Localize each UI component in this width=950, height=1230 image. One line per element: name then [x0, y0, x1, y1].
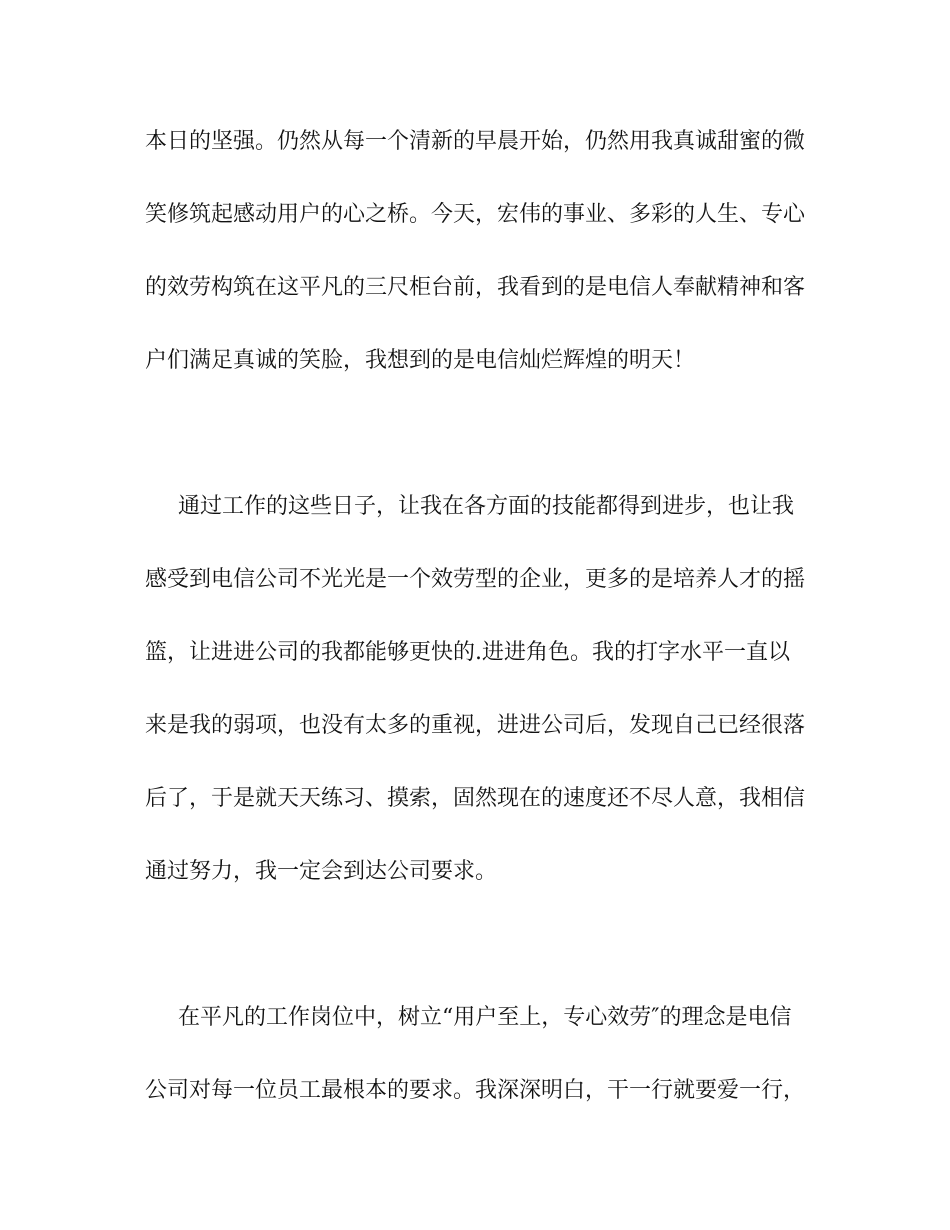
paragraph-3-line-1: 在平凡的工作岗位中，树立“用户至上，专心效劳″的理念是电信 — [178, 1005, 792, 1030]
paragraph-1-line-4: 户们满足真诚的笑脸，我想到的是电信灿烂辉煌的明天！ — [145, 348, 696, 373]
paragraph-1-line-1: 本日的坚强。仍然从每一个清新的早晨开始，仍然用我真诚甜蜜的微 — [145, 129, 806, 154]
paragraph-1-line-3: 的效劳构筑在这平凡的三尺柜台前，我看到的是电信人奉献精神和客 — [145, 275, 806, 300]
paragraph-2-line-5: 后了，于是就天天练习、摸索，固然现在的速度还不尽人意，我相信 — [145, 786, 806, 811]
paragraph-2-line-2: 感受到电信公司不光光是一个效劳型的企业，更多的是培养人才的摇 — [145, 567, 806, 592]
paragraph-2-line-3: 篮，让进进公司的我都能够更快的.进进角色。我的打字水平一直以 — [145, 640, 790, 665]
paragraph-1-line-2: 笑修筑起感动用户的心之桥。今天，宏伟的事业、多彩的人生、专心 — [145, 202, 806, 227]
paragraph-3-line-2: 公司对每一位员工最根本的要求。我深深明白，干一行就要爱一行， — [145, 1078, 806, 1103]
paragraph-2-line-4: 来是我的弱项，也没有太多的重视，进进公司后，发现自己已经很落 — [145, 713, 806, 738]
paragraph-2-line-1: 通过工作的这些日子，让我在各方面的技能都得到进步，也让我 — [178, 494, 795, 519]
paragraph-2-line-6: 通过努力，我一定会到达公司要求。 — [145, 859, 498, 884]
